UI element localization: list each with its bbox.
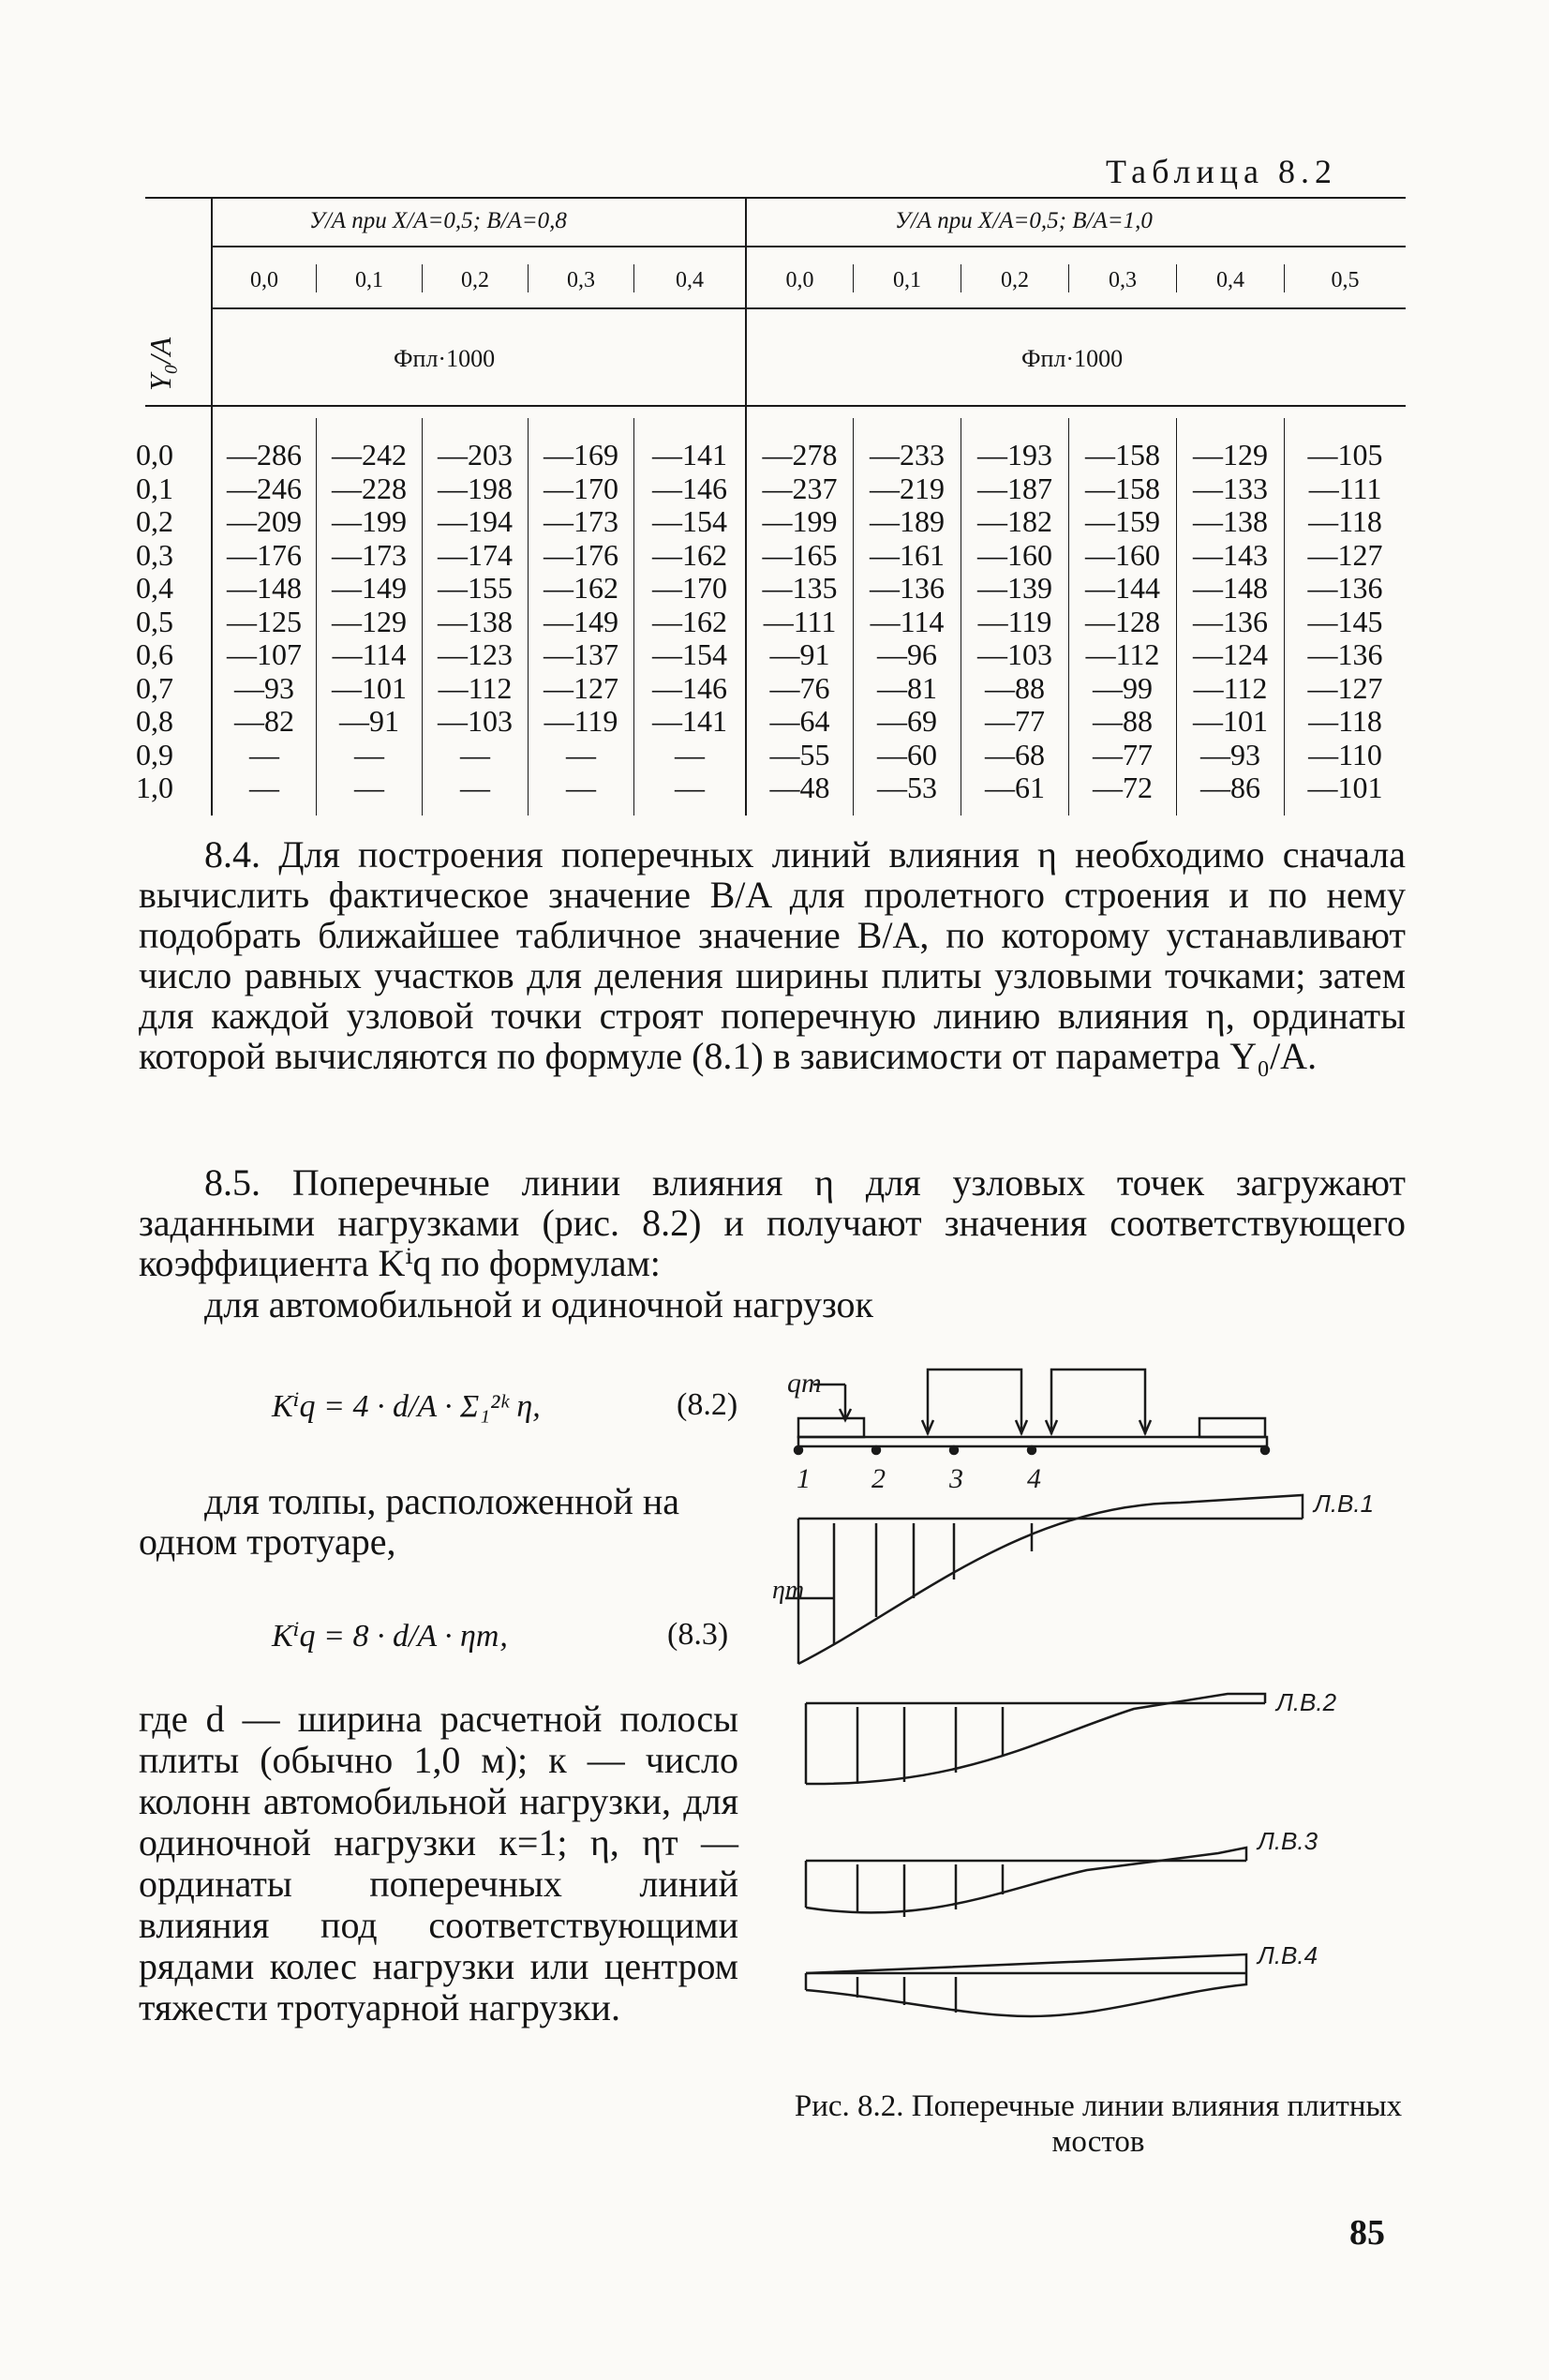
influence-line-4: [806, 1954, 1246, 2016]
header-bottom-rule: [145, 405, 1406, 407]
eta-t-label: ηт: [772, 1576, 805, 1605]
g2-data-column: —129 —133 —138 —143 —148 —136 —124 —112 —101 —93 —86: [1193, 438, 1268, 804]
group1-header: У/А при X/A=0,5; B/A=0,8: [309, 208, 567, 233]
g2-subcol: 0,3: [1109, 268, 1137, 292]
g2-subcol: 0,4: [1216, 268, 1244, 292]
paragraph-8-4-text: 8.4. Для построения поперечных линий влияния η необходимо сначала вычислить фактическое значение B/A для пролетного строения и по нему подобрать ближайшее табличное значение B/A, по которому устанавливают число равных участков для деления ширины плиты узловыми точками; затем для каждой узловой точки строят поперечную линию влияния η, ординаты которой вычисляются по формуле (8.1) в зависимости от параметра Y₀/A.: [139, 833, 1406, 1077]
line-label-3: Л.В.3: [1258, 1827, 1318, 1855]
page-number: 85: [1349, 2213, 1385, 2253]
axle-frame-1: [928, 1370, 1021, 1434]
influence-lines-figure: [772, 1364, 1406, 2076]
where-paragraph: [139, 1699, 738, 2028]
node-label-1: 1: [797, 1463, 811, 1494]
table-caption: Таблица 8.2: [1106, 153, 1337, 190]
where-text: где d — ширина расчетной полосы плиты (обычно 1,0 м); к — число колонн автомобильной нагрузки, для одиночной нагрузки к=1; η, ηт — ординаты поперечных линий влияния под соответствующими рядами колес нагрузки или центром тяжести тротуарной нагрузки.: [139, 1698, 738, 2028]
row-label-column: 0,0 0,1 0,2 0,3 0,4 0,5 0,6 0,7 0,8 0,9 1,0: [136, 438, 173, 804]
g1-data-column: —169 —170 —173 —176 —162 —149 —137 —127 —119 — —: [544, 438, 618, 804]
qt-load-label: qт: [787, 1368, 822, 1399]
paragraph-8-4: [139, 834, 1406, 1076]
node-2: [872, 1446, 880, 1454]
formula-8-2: Kⁱq = 4 · d/A · Σ₁²ᵏ η,: [272, 1389, 541, 1424]
formula-8-2-number: (8.2): [677, 1387, 738, 1422]
influence-line-3: [806, 1848, 1246, 1917]
g2-subcol: 0,5: [1331, 268, 1360, 292]
g2-subcol: 0,2: [1001, 268, 1029, 292]
g1-subcol: 0,3: [567, 268, 595, 292]
influence-coefficient-table: [136, 197, 1406, 816]
g2-data-column: —193 —187 —182 —160 —139 —119 —103 —88 —77 —68 —61: [977, 438, 1052, 804]
line-label-1: Л.В.1: [1314, 1489, 1375, 1518]
node-end: [1261, 1446, 1269, 1454]
node-4: [1028, 1446, 1035, 1454]
right-sidewalk-load: [1199, 1418, 1265, 1437]
g2-subcol: 0,1: [893, 268, 921, 292]
line-label-2: Л.В.2: [1276, 1688, 1337, 1716]
crowd-load-text: [139, 1481, 748, 1562]
group2-header: У/А при X/A=0,5; B/A=1,0: [895, 208, 1153, 233]
g1-data-column: —141 —146 —154 —162 —170 —162 —154 —146 —141 — —: [652, 438, 727, 804]
node-1: [795, 1446, 802, 1454]
group1-phi-label: Фпл·1000: [394, 345, 496, 372]
formula-8-3: Kⁱq = 8 · d/A · ηт,: [272, 1619, 508, 1654]
axle-frame-2: [1051, 1370, 1145, 1434]
node-label-4: 4: [1027, 1463, 1041, 1494]
g2-data-column: —105 —111 —118 —127 —136 —145 —136 —127 —118 —110 —101: [1307, 438, 1383, 804]
g2-data-column: —278 —237 —199 —165 —135 —111 —91 —76 —64 —55 —48: [762, 438, 838, 804]
crowd-load-label: для толпы, расположенной на одном тротуаре,: [139, 1480, 679, 1563]
subcol-rule: [211, 307, 1406, 309]
line-label-4: Л.В.4: [1258, 1941, 1318, 1969]
g1-data-column: —203 —198 —194 —174 —155 —138 —123 —112 —103 — —: [438, 438, 513, 804]
figure-caption: Рис. 8.2. Поперечные линии влияния плитных мостов: [794, 2089, 1403, 2159]
g1-data-column: —286 —246 —209 —176 —148 —125 —107 —93 —82 — —: [227, 438, 302, 804]
auto-load-text: для автомобильной и одиночной нагрузок: [204, 1283, 873, 1325]
influence-line-1: [785, 1495, 1303, 1664]
node-label-2: 2: [871, 1463, 886, 1494]
g2-subcol: 0,0: [785, 268, 814, 292]
left-sidewalk-load: [798, 1418, 864, 1437]
y0a-axis-label: Y₀/A: [143, 337, 178, 392]
formula-8-3-number: (8.3): [667, 1617, 729, 1652]
group-header-rule: [211, 246, 1406, 247]
group2-phi-label: Фпл·1000: [1021, 345, 1124, 372]
slab: [798, 1437, 1267, 1446]
paragraph-8-5: [139, 1162, 1406, 1283]
g1-subcol: 0,0: [250, 268, 278, 292]
node-3: [950, 1446, 958, 1454]
g1-subcol: 0,1: [355, 268, 383, 292]
g2-data-column: —233 —219 —189 —161 —136 —114 —96 —81 —69 —60 —53: [870, 438, 945, 804]
node-label-3: 3: [949, 1463, 963, 1494]
g1-data-column: —242 —228 —199 —173 —149 —129 —114 —101 —91 — —: [332, 438, 407, 804]
g1-subcol: 0,2: [461, 268, 489, 292]
g2-data-column: —158 —158 —159 —160 —144 —128 —112 —99 —88 —77 —72: [1085, 438, 1160, 804]
table-top-rule: [145, 197, 1406, 199]
paragraph-8-5-text: 8.5. Поперечные линии влияния η для узловых точек загружают заданными нагрузками (рис. 8.2) и получают значения соответствующего коэффициента Kⁱq по формулам:: [139, 1161, 1406, 1284]
influence-line-2: [806, 1694, 1265, 1784]
g1-subcol: 0,4: [676, 268, 704, 292]
